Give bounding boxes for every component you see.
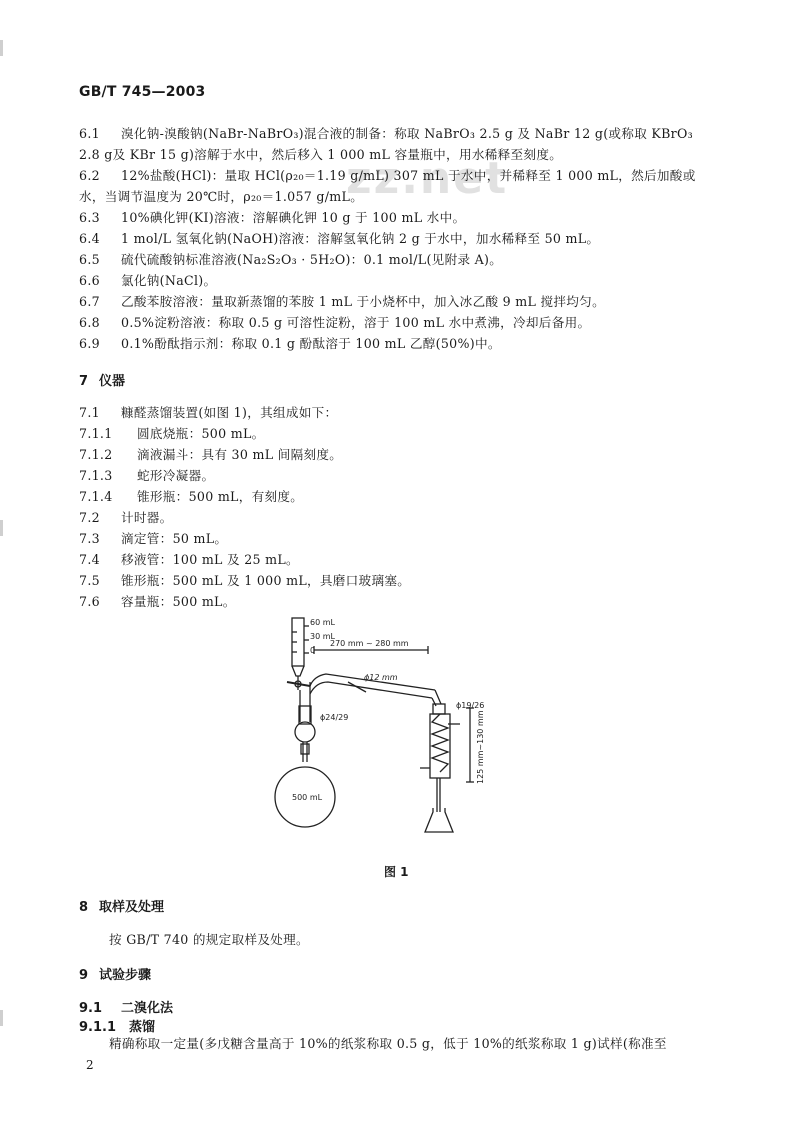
item-6-1-cont: 2.8 g及 KBr 15 g)溶解于水中，然后移入 1 000 mL 容量瓶中，用水稀释至刻度。 [79,147,563,162]
item-7-3: 7.3 滴定管：50 mL。 [79,531,228,546]
label-flask-volume: 500 mL [292,793,323,802]
label-joint-left: ϕ24/29 [320,713,349,722]
section-7-heading: 7 仪器 [79,374,126,389]
watermark: zz.net [346,153,509,204]
label-0: 0 [310,646,316,655]
conical-flask [425,808,453,832]
label-60ml: 60 mL [310,618,335,627]
item-6-5: 6.5 硫代硫酸钠标准溶液(Na₂S₂O₃ · 5H₂O)：0.1 mol/L(见附录 A)。 [79,252,503,267]
section-9-1-1-paragraph: 精确称取一定量(多戊糖含量高于 10%的纸浆称取 0.5 g，低于 10%的纸浆称取 1 g)试样(称准至 [109,1036,667,1051]
figure-caption: 图 1 [384,865,409,879]
label-30ml: 30 mL [310,632,335,641]
item-7-5: 7.5 锥形瓶：500 mL 及 1 000 mL，具磨口玻璃塞。 [79,573,411,588]
item-7-1: 7.1 糠醛蒸馏装置(如图 1)，其组成如下： [79,405,338,420]
scan-edge-mark [0,40,3,56]
item-7-1-4: 7.1.4 锥形瓶：500 mL，有刻度。 [79,489,304,504]
item-6-2-cont: 水，当调节温度为 20℃时，ρ₂₀＝1.057 g/mL。 [79,189,364,204]
scan-edge-mark [0,1010,3,1026]
page-number: 2 [86,1058,94,1072]
section-9-heading: 9 试验步骤 [79,968,152,983]
item-6-6: 6.6 氯化钠(NaCl)。 [79,273,217,288]
item-7-1-2: 7.1.2 滴液漏斗：具有 30 mL 间隔刻度。 [79,447,343,462]
item-6-3: 6.3 10%碘化钾(KI)溶液：溶解碘化钾 10 g 于 100 mL 水中。 [79,210,466,225]
label-condenser-length: 125 mm~130 mm [476,710,485,784]
item-6-9: 6.9 0.1%酚酞指示剂：称取 0.1 g 酚酞溶于 100 mL 乙醇(50%)中。 [79,336,501,351]
item-6-8: 6.8 0.5%淀粉溶液：称取 0.5 g 可溶性淀粉，溶于 100 mL 水中煮沸，冷却后备用。 [79,315,591,330]
item-6-7: 6.7 乙酸苯胺溶液：量取新蒸馏的苯胺 1 mL 于小烧杯中，加入冰乙酸 9 mL 搅拌均匀。 [79,294,605,309]
section-8-paragraph: 按 GB/T 740 的规定取样及处理。 [109,932,309,947]
label-joint-right: ϕ19/26 [456,701,485,710]
distillation-apparatus-figure [270,612,530,848]
label-length: 270 mm ~ 280 mm [330,639,409,648]
scan-edge-mark [0,520,3,536]
item-7-4: 7.4 移液管：100 mL 及 25 mL。 [79,552,299,567]
standard-number-header: GB/T 745—2003 [79,84,206,100]
item-7-1-1: 7.1.1 圆底烧瓶：500 mL。 [79,426,265,441]
item-6-4: 6.4 1 mol/L 氢氧化钠(NaOH)溶液：溶解氢氧化钠 2 g 于水中，加水稀释至 50 mL。 [79,231,600,246]
section-9-1-heading: 9.1 二溴化法 [79,1001,174,1016]
section-9-1-1-heading: 9.1.1 蒸馏 [79,1020,156,1035]
label-tube-diameter: ϕ12 mm [364,673,398,682]
item-6-2: 6.2 12%盐酸(HCl)：量取 HCl(ρ₂₀＝1.19 g/mL) 307 mL 于水中，并稀释至 1 000 mL，然后加酸或 [79,168,696,183]
item-6-1: 6.1 溴化钠-溴酸钠(NaBr-NaBrO₃)混合液的制备：称取 NaBrO₃ 2.5 g 及 NaBr 12 g(或称取 KBrO₃ [79,126,693,141]
item-7-2: 7.2 计时器。 [79,510,173,525]
section-8-heading: 8 取样及处理 [79,900,165,915]
item-7-6: 7.6 容量瓶：500 mL。 [79,594,236,609]
item-7-1-3: 7.1.3 蛇形冷凝器。 [79,468,215,483]
